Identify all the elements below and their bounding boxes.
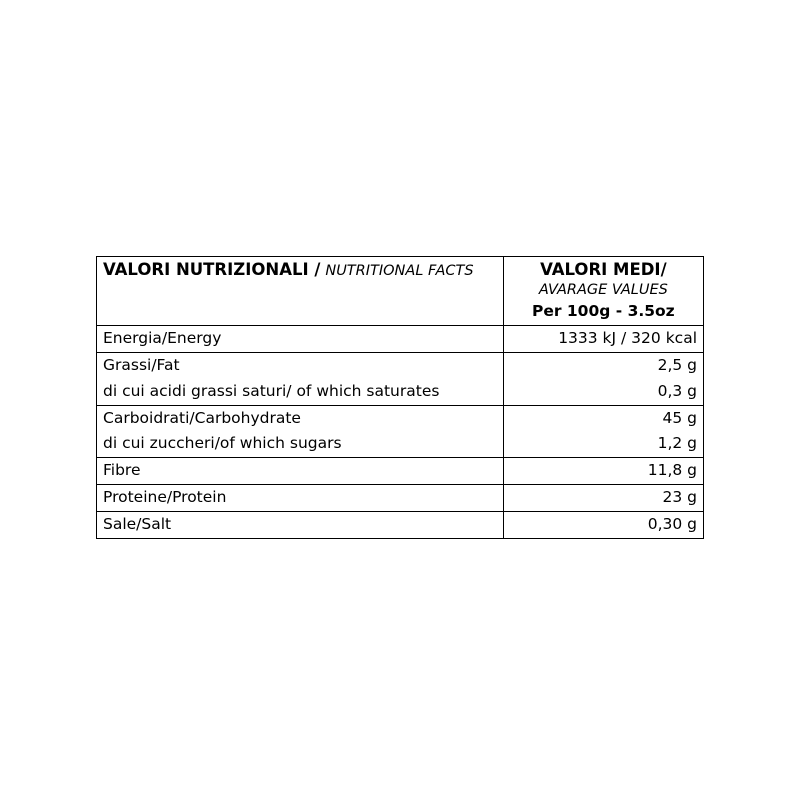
row-label <box>97 485 504 512</box>
row-value <box>503 431 703 457</box>
row-label <box>97 431 504 457</box>
row-value <box>503 485 703 512</box>
header-title-it: VALORI NUTRIZIONALI / <box>103 260 321 279</box>
table-row <box>97 485 704 512</box>
header-values-it: VALORI MEDI/ <box>540 260 667 279</box>
row-value <box>503 379 703 405</box>
row-label-text: Energia/Energy <box>103 328 222 347</box>
table-row <box>97 431 704 457</box>
table-header-row <box>97 257 704 326</box>
row-value <box>503 352 703 378</box>
row-value-text: 1,2 g <box>657 434 697 453</box>
row-value-text: 0,3 g <box>657 381 697 400</box>
header-title-en: NUTRITIONAL FACTS <box>325 263 474 279</box>
row-label <box>97 512 504 539</box>
row-value-text: 0,30 g <box>647 515 697 534</box>
row-value-text: 1333 kJ / 320 kcal <box>558 328 697 347</box>
row-value-text: 23 g <box>662 488 697 507</box>
row-label <box>97 352 504 378</box>
nutrition-facts-panel <box>96 256 704 539</box>
row-value <box>503 458 703 485</box>
row-value-text: 2,5 g <box>657 355 697 374</box>
row-value <box>503 512 703 539</box>
row-label <box>97 458 504 485</box>
row-label-text: di cui zuccheri/of which sugars <box>103 434 342 453</box>
header-value-cell <box>503 257 703 326</box>
header-values-en: AVARAGE VALUES <box>538 282 668 299</box>
nutrition-table-body <box>97 257 704 539</box>
table-row <box>97 405 704 431</box>
header-label-cell <box>97 257 504 326</box>
table-row <box>97 352 704 378</box>
row-label-text: Carboidrati/Carbohydrate <box>103 408 301 427</box>
table-row <box>97 379 704 405</box>
row-label-text: Grassi/Fat <box>103 355 180 374</box>
row-value-text: 45 g <box>662 408 697 427</box>
header-serving-size: Per 100g - 3.5oz <box>531 301 675 320</box>
row-value <box>503 405 703 431</box>
row-label-text: Fibre <box>103 461 141 480</box>
row-label-text: di cui acidi grassi saturi/ of which saturates <box>103 381 440 400</box>
row-label-text: Proteine/Protein <box>103 488 227 507</box>
table-row <box>97 512 704 539</box>
row-label-text: Sale/Salt <box>103 515 172 534</box>
row-label <box>97 379 504 405</box>
row-label <box>97 405 504 431</box>
table-row <box>97 325 704 352</box>
row-value <box>503 325 703 352</box>
row-label <box>97 325 504 352</box>
nutrition-facts-table <box>96 256 704 539</box>
table-row <box>97 458 704 485</box>
row-value-text: 11,8 g <box>647 461 697 480</box>
